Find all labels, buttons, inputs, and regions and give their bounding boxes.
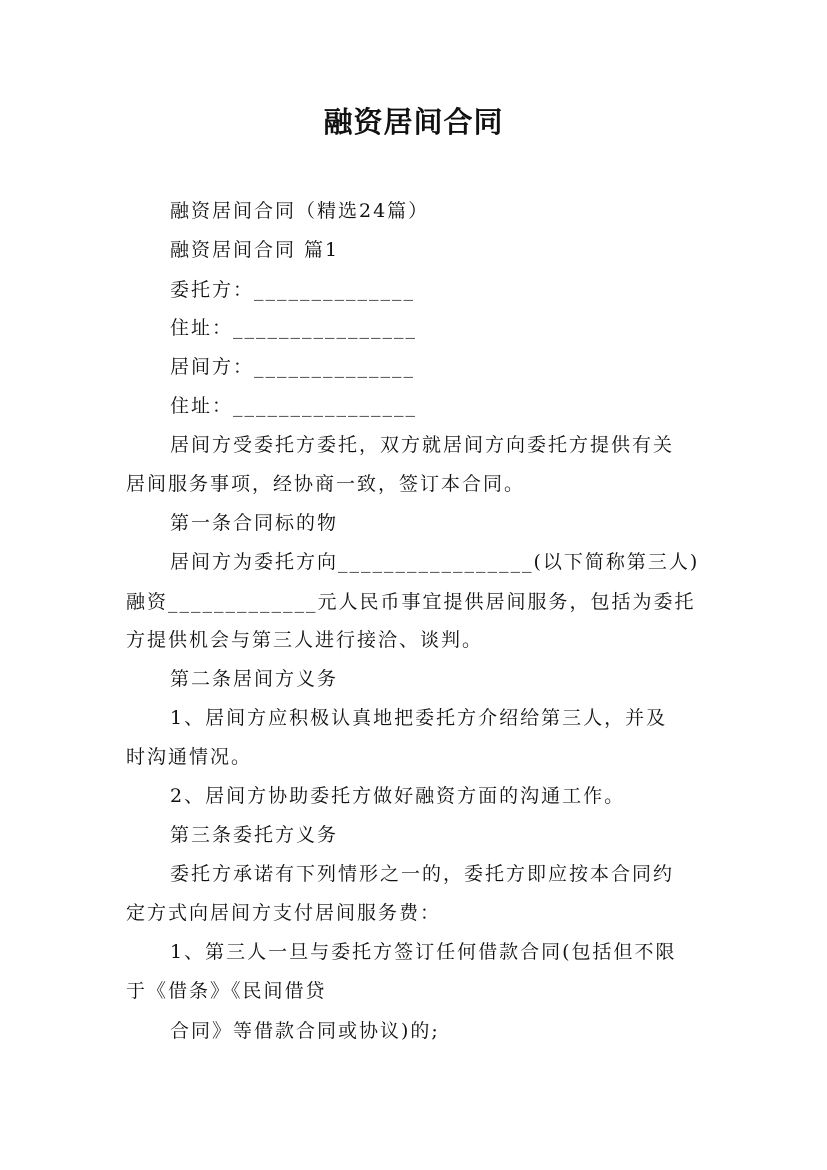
paragraph-line: 方提供机会与第三人进行接洽、谈判。 bbox=[126, 629, 484, 651]
paragraph-line: 时沟通情况。 bbox=[126, 746, 253, 768]
paragraph-line: 2、居间方协助委托方做好融资方面的沟通工作。 bbox=[170, 785, 626, 807]
paragraph-line: 委托方承诺有下列情形之一的，委托方即应按本合同约 bbox=[170, 863, 675, 885]
document-title: 融资居间合同 bbox=[323, 105, 504, 139]
broker-party-line: 居间方：______________ bbox=[170, 356, 416, 378]
broker-address-line: 住址：________________ bbox=[170, 395, 418, 417]
article-heading: 第一条合同标的物 bbox=[170, 512, 339, 534]
article-heading: 第二条居间方义务 bbox=[170, 668, 339, 690]
article-heading: 第三条委托方义务 bbox=[170, 824, 339, 846]
paragraph-line: 1、第三人一旦与委托方签订任何借款合同(包括但不限 bbox=[170, 941, 677, 963]
paragraph-line: 居间方为委托方向_________________(以下简称第三人) bbox=[170, 551, 700, 573]
paragraph-line: 1、居间方应积极认真地把委托方介绍给第三人，并及 bbox=[170, 707, 668, 729]
paragraph-line: 居间服务事项，经协商一致，签订本合同。 bbox=[126, 473, 526, 495]
paragraph-line: 融资_____________元人民币事宜提供居间服务，包括为委托 bbox=[126, 591, 696, 613]
paragraph-line: 合同》等借款合同或协议)的; bbox=[170, 1020, 440, 1042]
paragraph-line: 定方式向居间方支付居间服务费： bbox=[126, 902, 442, 924]
client-party-line: 委托方：______________ bbox=[170, 279, 416, 301]
section-heading: 融资居间合同 篇1 bbox=[170, 239, 340, 261]
paragraph-line: 居间方受委托方委托，双方就居间方向委托方提供有关 bbox=[170, 434, 675, 456]
client-address-line: 住址：________________ bbox=[170, 317, 418, 339]
doc-subtitle: 融资居间合同（精选24篇） bbox=[170, 200, 430, 222]
paragraph-line: 于《借条》《民间借贷 bbox=[126, 980, 327, 1002]
